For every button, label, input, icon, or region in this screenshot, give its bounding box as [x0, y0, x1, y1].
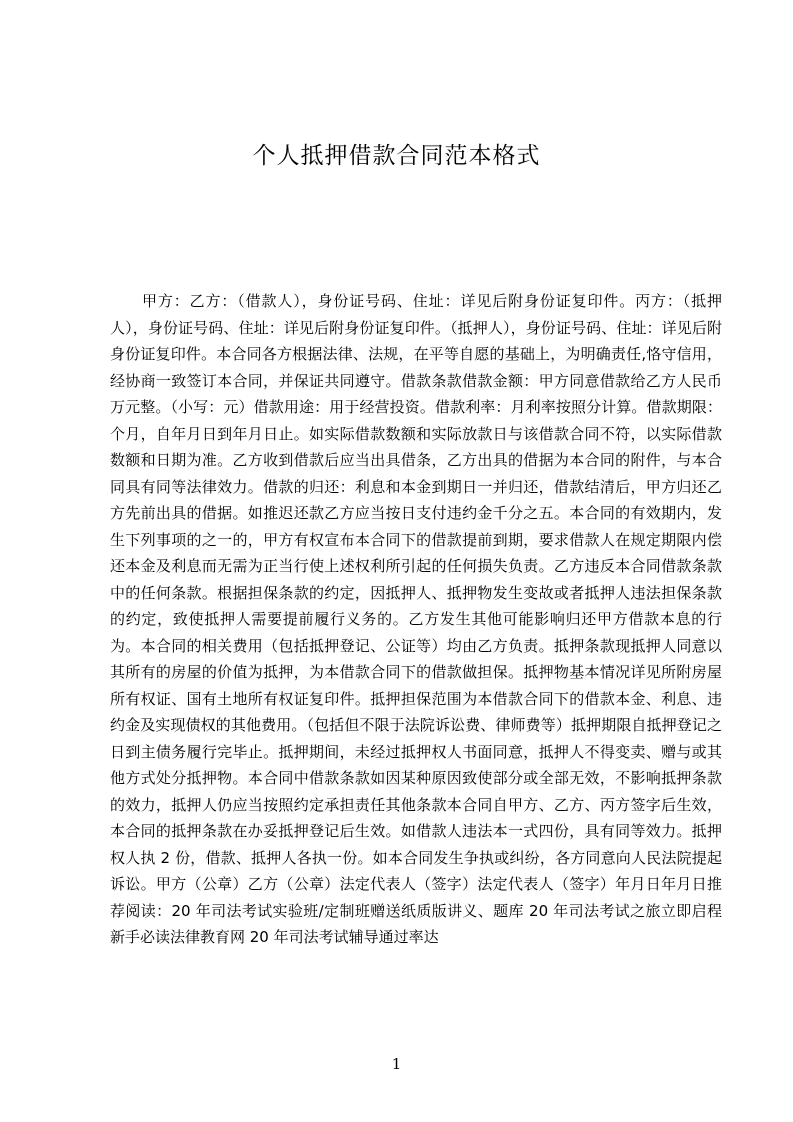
document-body-paragraph: 甲方：乙方：（借款人），身份证号码、住址：详见后附身份证复印件。丙方：（抵押人），身份证号码、住址：详见后附身份证复印件。（抵押人），身份证号码、住址：详见后附身份证复印件。本合同各方根据法律、法规，在平等自愿的基础上，为明确责任,恪守信用，经协商一致签订本合同，并保证共同遵守。借款条款借款金额：甲方同意借款给乙方人民币万元整。（小写：元）借款用途：用于经营投资。借款利率：月利率按照分计算。借款期限：个月，自年月日到年月日止。如实际借款数额和实际放款日与该借款合同不符，以实际借款数额和日期为准。乙方收到借款后应当出具借条，乙方出具的借据为本合同的附件，与本合同具有同等法律效力。借款的归还：利息和本金到期日一并归还，借款结清后，甲方归还乙方先前出具的借据。如推迟还款乙方应当按日支付违约金千分之五。本合同的有效期内，发生下列事项的之一的，甲方有权宣布本合同下的借款提前到期，要求借款人在规定期限内偿还本金及利息而无需为正当行使上述权利所引起的任何损失负责。乙方违反本合同借款条款中的任何条款。根据担保条款的约定，因抵押人、抵押物发生变故或者抵押人违法担保条款的约定，致使抵押人需要提前履行义务的。乙方发生其他可能影响归还甲方借款本息的行为。本合同的相关费用（包括抵押登记、公证等）均由乙方负责。抵押条款现抵押人同意以其所有的房屋的价值为抵押，为本借款合同下的借款做担保。抵押物基本情况详见所附房屋所有权证、国有土地所有权证复印件。抵押担保范围为本借款合同下的借款本金、利息、违约金及实现债权的其他费用。（包括但不限于法院诉讼费、律师费等）抵押期限自抵押登记之日到主债务履行完毕止。抵押期间，未经过抵押权人书面同意，抵押人不得变卖、赠与或其他方式处分抵押物。本合同中借款条款如因某种原因致使部分或全部无效，不影响抵押条款的效力，抵押人仍应当按照约定承担责任其他条款本合同自甲方、乙方、丙方签字后生效，本合同的抵押条款在办妥抵押登记后生效。如借款人违法本一式四份，具有同等效力。抵押权人执 2 份，借款、抵押人各执一份。如本合同发生争执或纠纷，各方同意向人民法院提起诉讼。甲方（公章）乙方（公章）法定代表人（签字）法定代表人（签字）年月日年月日推荐阅读：20 年司法考试实验班/定制班赠送纸质版讲义、题库 20 年司法考试之旅立即启程新手必读法律教育网 20 年司法考试辅导通过率达	[110, 292, 722, 946]
document-title: 个人抵押借款合同范本格式	[252, 143, 541, 169]
page-number: 1	[391, 1055, 402, 1073]
